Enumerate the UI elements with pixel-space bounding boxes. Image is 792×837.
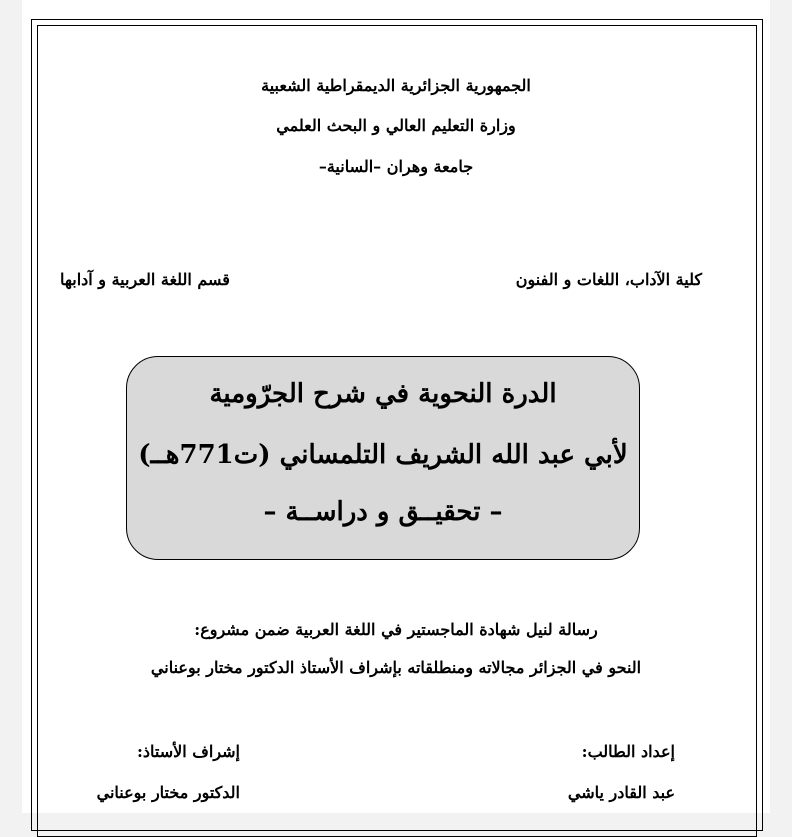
ministry-heading: وزارة التعليم العالي و البحث العلمي bbox=[276, 116, 516, 135]
thesis-title-line-2: لأبي عبد الله الشريف التلمساني (ت771هــ) bbox=[138, 440, 628, 470]
supervisor-name: الدكتور مختار بوعناني bbox=[96, 783, 240, 802]
department-label: قسم اللغة العربية و آدابها bbox=[60, 270, 230, 289]
republic-heading: الجمهورية الجزائرية الديمقراطية الشعبية bbox=[261, 76, 531, 95]
thesis-title-box bbox=[126, 356, 640, 560]
student-name: عبد القادر ياشي bbox=[567, 783, 675, 802]
project-statement: النحو في الجزائر مجالاته ومنطلقاته بإشراف الأستاذ الدكتور مختار بوعناني bbox=[150, 658, 642, 677]
document-page bbox=[22, 0, 770, 813]
student-label: إعداد الطالب: bbox=[581, 742, 675, 761]
thesis-title-line-3: – تحقيــق و دراســة – bbox=[263, 497, 503, 527]
supervisor-label: إشراف الأستاذ: bbox=[137, 742, 240, 761]
viewer-scrollbar-area[interactable] bbox=[774, 0, 792, 813]
university-heading: جامعة وهران –السانية– bbox=[318, 157, 474, 176]
thesis-title-line-1: الدرة النحوية في شرح الجرّومية bbox=[209, 379, 557, 409]
faculty-label: كلية الآداب، اللغات و الفنون bbox=[515, 270, 702, 289]
degree-statement: رسالة لنيل شهادة الماجستير في اللغة العربية ضمن مشروع: bbox=[194, 620, 598, 639]
